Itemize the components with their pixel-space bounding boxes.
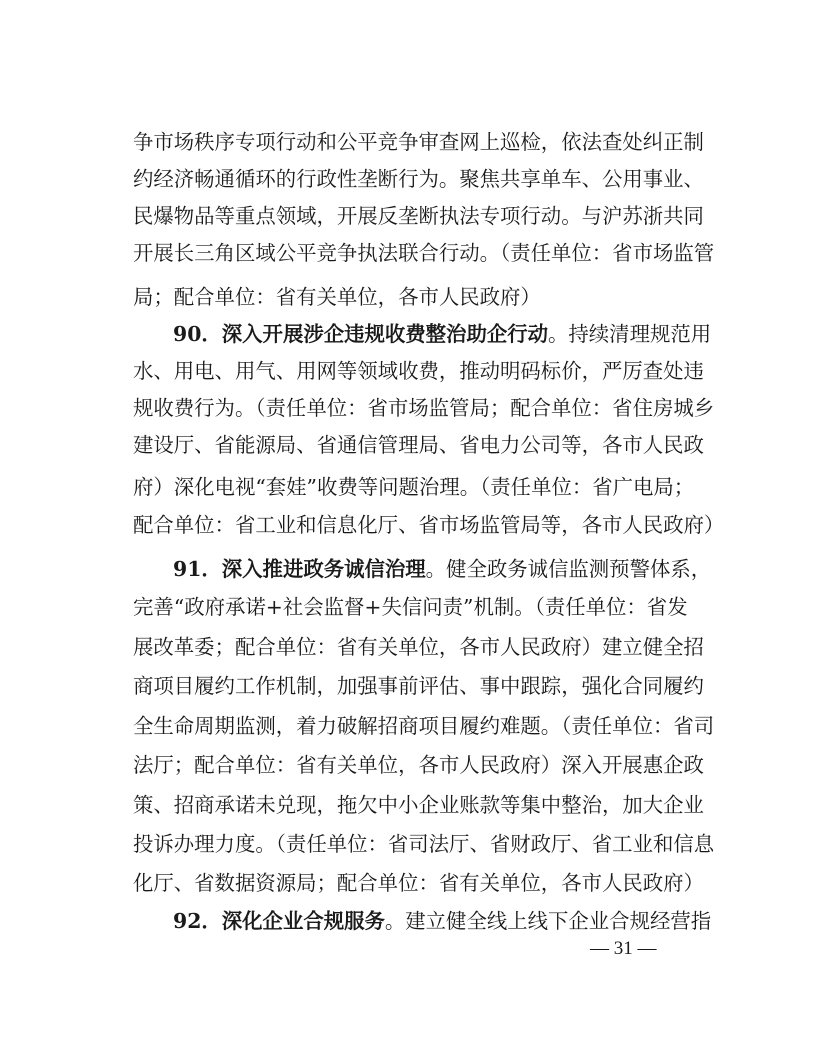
text-line: 策、招商承诺未兑现，拖欠中小企业账款等集中整治，加大企业 [133,793,704,817]
text-line: 约经济畅通循环的行政性垄断行为。聚焦共享单车、公用事业、 [133,167,704,191]
text-line: 水、用电、用气、用网等领域收费，推动明码标价，严厉查处违 [133,359,704,383]
text-line: 展改革委；配合单位：省有关单位，各市人民政府）建立健全招 [133,635,704,659]
item-90-heading: 90．深入开展涉企违规收费整治助企行动 [173,322,549,346]
text-line: 全生命周期监测，着力破解招商项目履约难题。（责任单位：省司 [133,714,715,738]
text-line: 民爆物品等重点领域，开展反垄断执法专项行动。与沪苏浙共同 [133,204,704,228]
item-91-heading-line: 91．深入推进政务诚信治理。健全政务诚信监测预警体系， [173,557,712,581]
text-line: 局；配合单位：省有关单位，各市人民政府） [133,285,541,309]
text-line: 完善“政府承诺+社会监督+失信问责”机制。（责任单位：省发 [133,595,688,619]
item-92-heading-line: 92．深化企业合规服务。建立健全线上线下企业合规经营指 [173,909,712,933]
text-line: 开展长三角区域公平竞争执法联合行动。（责任单位：省市场监管 [133,241,715,265]
text-line: 投诉办理力度。（责任单位：省司法厅、省财政厅、省工业和信息 [133,832,715,856]
text-line: 争市场秩序专项行动和公平竞争审查网上巡检，依法查处纠正制 [133,130,704,154]
text-line: 法厅；配合单位：省有关单位，各市人民政府）深入开展惠企政 [133,753,704,777]
item-92-heading: 92．深化企业合规服务 [173,909,385,933]
text-line: 配合单位：省工业和信息化厅、省市场监管局等，各市人民政府） [133,513,725,537]
text-line: 化厅、省数据资源局；配合单位：省有关单位，各市人民政府） [133,871,704,895]
text-line: 规收费行为。（责任单位：省市场监管局；配合单位：省住房城乡 [133,396,715,420]
text-line: 建设厅、省能源局、省通信管理局、省电力公司等，各市人民政 [133,433,704,457]
text-line: 府）深化电视“套娃”收费等问题治理。（责任单位：省广电局； [133,475,695,499]
item-91-heading: 91．深入推进政务诚信治理 [173,557,426,581]
item-90-heading-line: 90．深入开展涉企违规收费整治助企行动。持续清理规范用 [173,322,712,346]
page-number: — 31 — [590,938,657,959]
text-line: 商项目履约工作机制，加强事前评估、事中跟踪，强化合同履约 [133,674,704,698]
